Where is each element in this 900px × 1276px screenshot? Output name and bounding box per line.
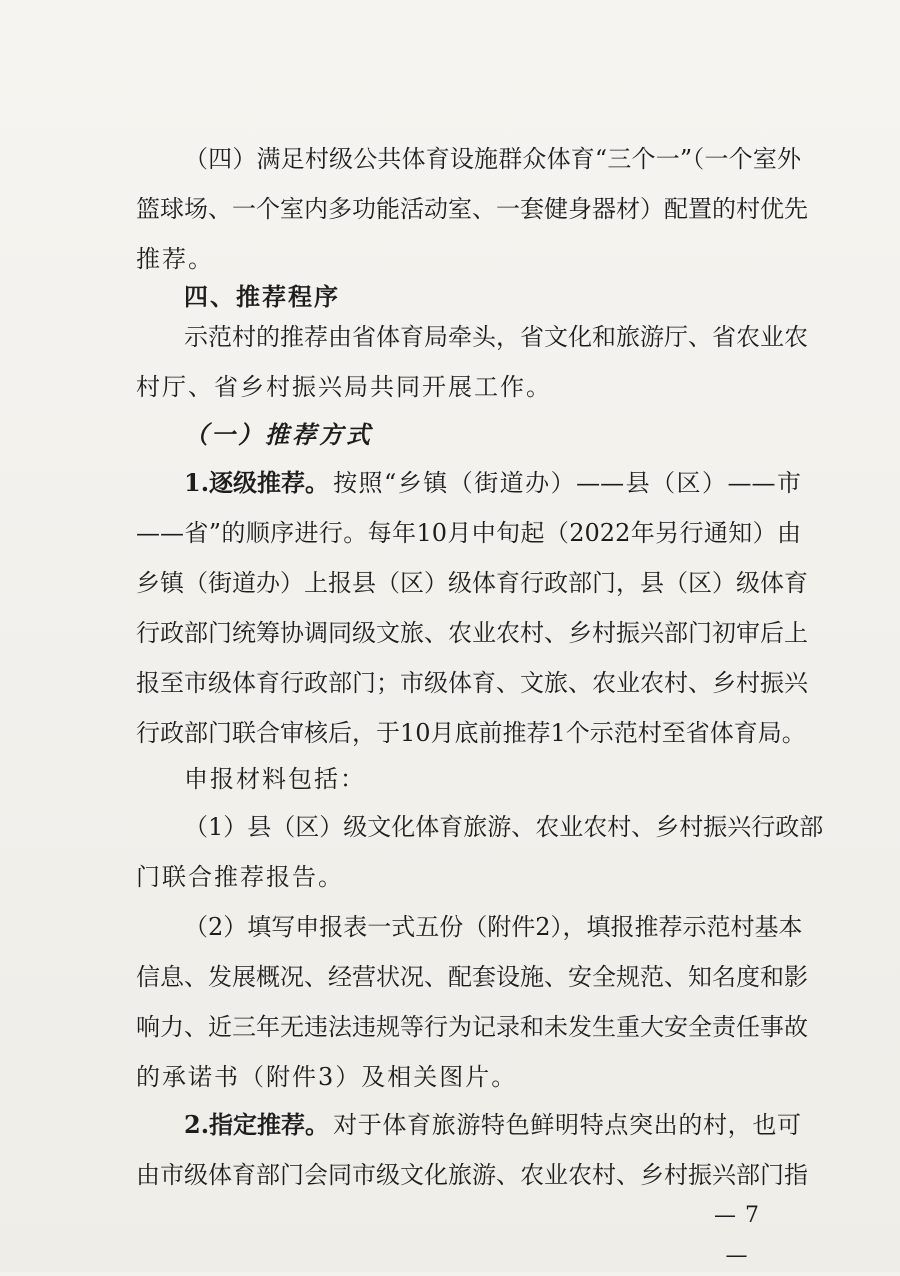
material-2-line-3: 响力、近三年无违法违规等行为记录和未发生重大安全责任事故 <box>136 1013 808 1041</box>
section-heading-recommend-procedure: 四、推荐程序 <box>184 283 340 311</box>
para-level-recommend-line-5: 报至市级体育行政部门；市级体育、文旅、农业农村、乡村振兴 <box>136 669 808 697</box>
para-designated-recommend-line-1 <box>184 1100 801 1150</box>
para-designated-recommend-line-2: 由市级体育部门会同市级文化旅游、农业农村、乡村振兴部门指 <box>136 1161 808 1189</box>
designated-recommend-text: 对于体育旅游特色鲜明特点突出的村，也可 <box>333 1111 801 1139</box>
level-recommend-title: 1.逐级推荐。 <box>184 468 330 497</box>
material-2-line-2: 信息、发展概况、经营状况、配套设施、安全规范、知名度和影 <box>136 963 808 991</box>
para-procedure-line-1: 示范村的推荐由省体育局牵头，省文化和旅游厅、省农业农 <box>184 323 808 351</box>
material-2-line-4: 的承诺书（附件3）及相关图片。 <box>136 1063 518 1091</box>
para-level-recommend-line-2: ——省”的顺序进行。每年10月中旬起（2022年另行通知）由 <box>136 519 801 547</box>
para-criteria-4-line-1: （四）满足村级公共体育设施群众体育“三个一”（一个室外 <box>184 145 801 173</box>
para-criteria-4-line-3: 推荐。 <box>136 245 214 273</box>
subheading-recommend-method: （一）推荐方式 <box>184 420 373 449</box>
para-criteria-4-line-2: 篮球场、一个室内多功能活动室、一套健身器材）配置的村优先 <box>136 195 808 223</box>
material-2-line-1: （2）填写申报表一式五份（附件2），填报推荐示范村基本 <box>184 913 803 941</box>
material-1-line-2: 门联合推荐报告。 <box>136 863 344 891</box>
para-level-recommend-line-4: 行政部门统筹协调同级文旅、农业农村、乡村振兴部门初审后上 <box>136 619 808 647</box>
para-level-recommend-line-6: 行政部门联合审核后，于10月底前推荐1个示范村至省体育局。 <box>136 719 806 747</box>
designated-recommend-title: 2.指定推荐。 <box>184 1110 330 1139</box>
para-procedure-line-2: 村厅、省乡村振兴局共同开展工作。 <box>136 373 552 401</box>
page-number: — 7 — <box>714 1203 760 1268</box>
material-1-line-1: （1）县（区）级文化体育旅游、农业农村、乡村振兴行政部 <box>184 813 824 841</box>
para-level-recommend-line-1 <box>184 458 801 508</box>
materials-intro: 申报材料包括： <box>184 765 366 793</box>
level-recommend-text: 按照“乡镇（街道办）——县（区）——市 <box>333 469 801 497</box>
para-level-recommend-line-3: 乡镇（街道办）上报县（区）级体育行政部门，县（区）级体育 <box>136 569 808 597</box>
